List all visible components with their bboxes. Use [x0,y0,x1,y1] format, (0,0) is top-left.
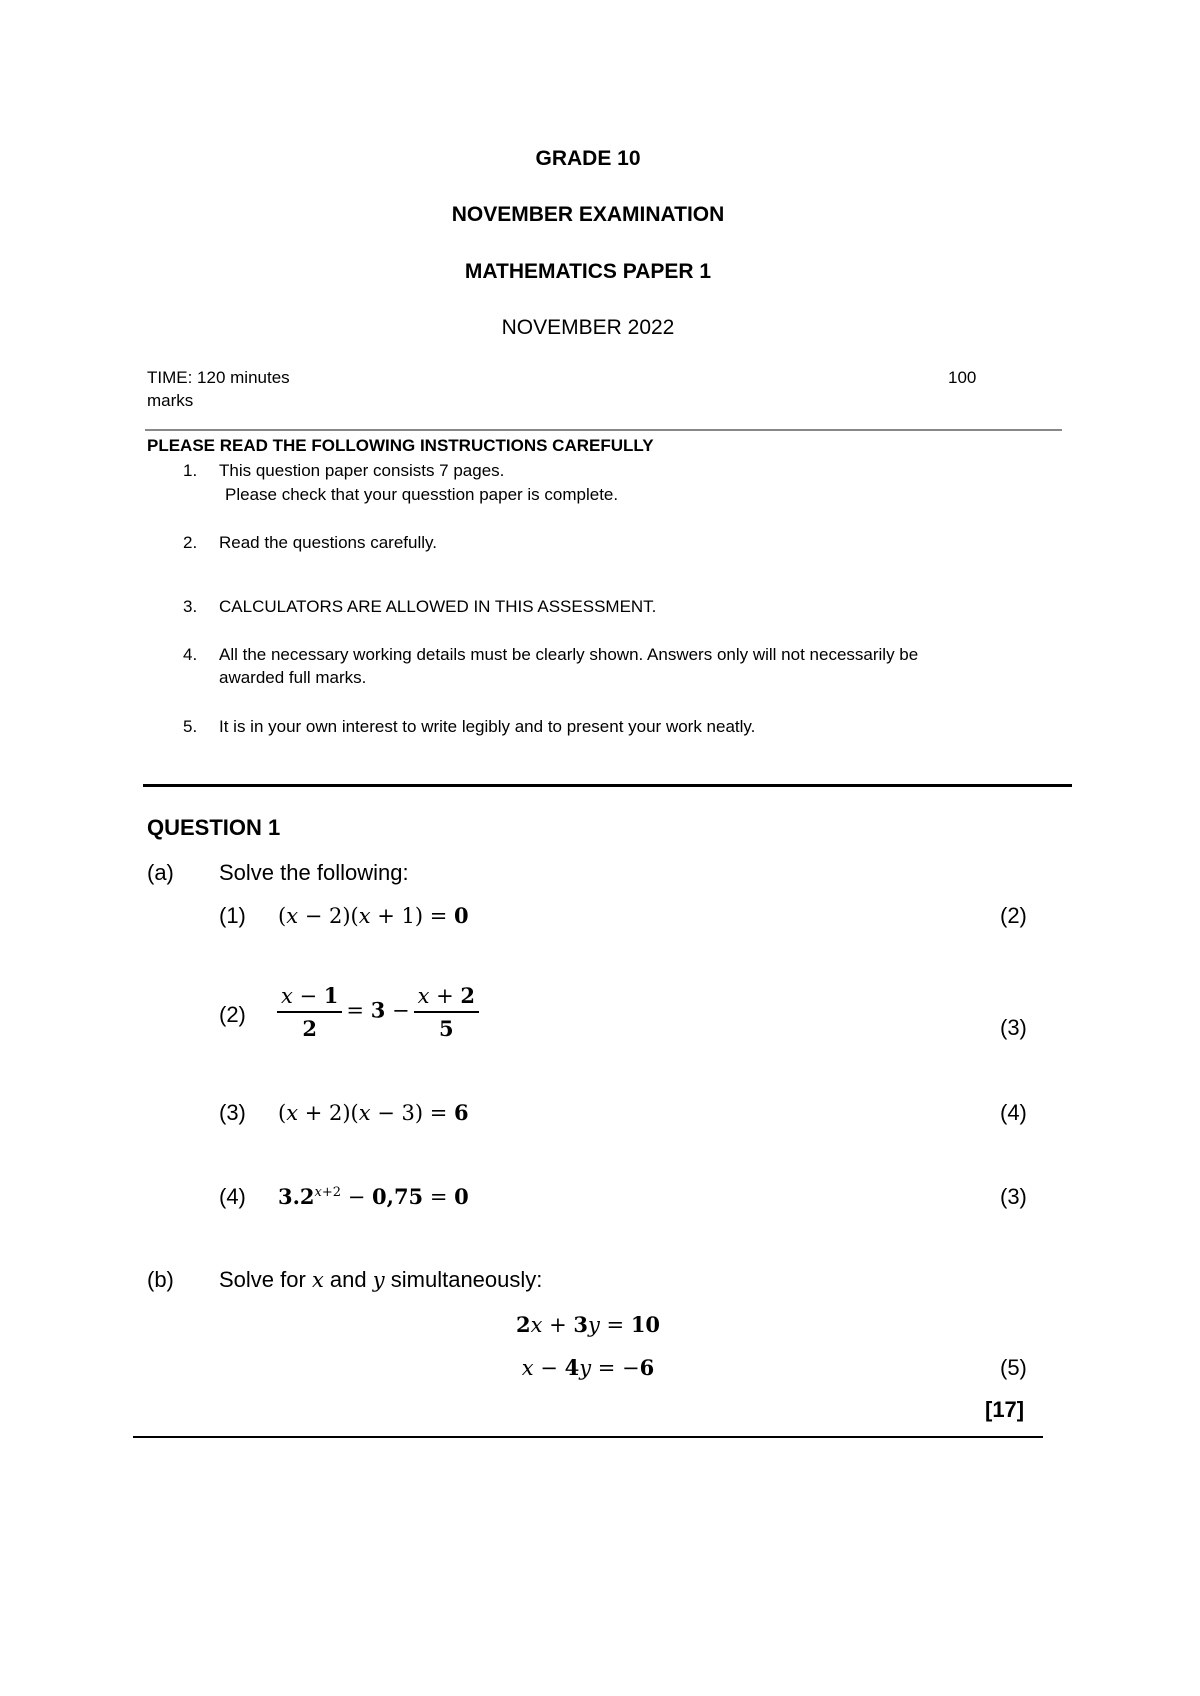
variable-y: y [372,1268,385,1292]
question-title: QUESTION 1 [147,815,281,840]
instruction-text: Please check that your quesstion paper is complete. [225,485,619,504]
instructions-heading: PLEASE READ THE FOLLOWING INSTRUCTIONS CAREFULLY [147,436,654,455]
instruction-number: 1. [183,461,198,480]
prompt-text: Solve for [219,1267,306,1292]
marks-value: 100 [948,368,977,387]
instruction-text: It is in your own interest to write legibly and to present your work neatly. [219,717,756,736]
part-a-label: (a) [147,860,174,885]
question-total: [17] [985,1397,1025,1422]
prompt-text: and [329,1267,367,1292]
time-label: TIME: 120 minutes [147,368,290,387]
instruction-text: Read the questions carefully. [219,533,437,552]
instruction-number: 3. [183,597,198,616]
instruction-number: 2. [183,533,198,552]
grade-title: GRADE 10 [535,147,641,170]
marks-label: marks [147,391,194,410]
equation-1: (x − 2)(x + 1) = 0 [278,903,469,928]
subject-title: MATHEMATICS PAPER 1 [464,260,712,283]
instruction-text: CALCULATORS ARE ALLOWED IN THIS ASSESSMENT. [219,597,657,616]
instruction-text: awarded full marks. [219,668,367,687]
marks-allocation: (3) [1000,1184,1027,1209]
instruction-number: 4. [183,645,198,664]
part-a-prompt: Solve the following: [219,860,409,885]
equation-4: $3.2^{x+2} - 0,75 = 0$ [278,1184,469,1209]
equation-3: (x + 2)(x − 3) = 6 [278,1100,469,1125]
instruction-text: This question paper consists 7 pages. [219,461,505,480]
item-number: (2) [219,1002,246,1027]
marks-allocation: (4) [1000,1100,1027,1125]
simultaneous-eq-1: 2x + 3y = 10 [515,1312,661,1337]
simultaneous-eq-2: x − 4y = −6 [521,1355,655,1380]
prompt-text: simultaneously: [390,1267,543,1292]
item-number: (1) [219,903,246,928]
marks-allocation: (2) [1000,903,1027,928]
section-divider [143,784,1072,787]
exam-title: NOVEMBER EXAMINATION [451,203,725,226]
item-number: (3) [219,1100,246,1125]
equation-2: $\frac{x - 1}{2}$ = 3 − $\frac{x + 2}{5}$ [273,983,483,1041]
instruction-text: All the necessary working details must be clearly shown. Answers only will not necessarily be [219,645,919,664]
fraction: $\frac{x + 2}{5}$ [414,983,479,1041]
marks-allocation: (3) [1000,1015,1027,1040]
part-b-label: (b) [147,1267,174,1292]
item-number: (4) [219,1184,246,1209]
marks-allocation: (5) [1000,1355,1027,1380]
variable-x: x [311,1268,324,1292]
question-end-divider [133,1436,1043,1438]
header-divider [145,429,1062,431]
instruction-number: 5. [183,717,198,736]
part-b-prompt [219,1267,542,1293]
fraction: $\frac{x - 1}{2}$ [277,983,342,1041]
exam-date: NOVEMBER 2022 [501,316,675,339]
